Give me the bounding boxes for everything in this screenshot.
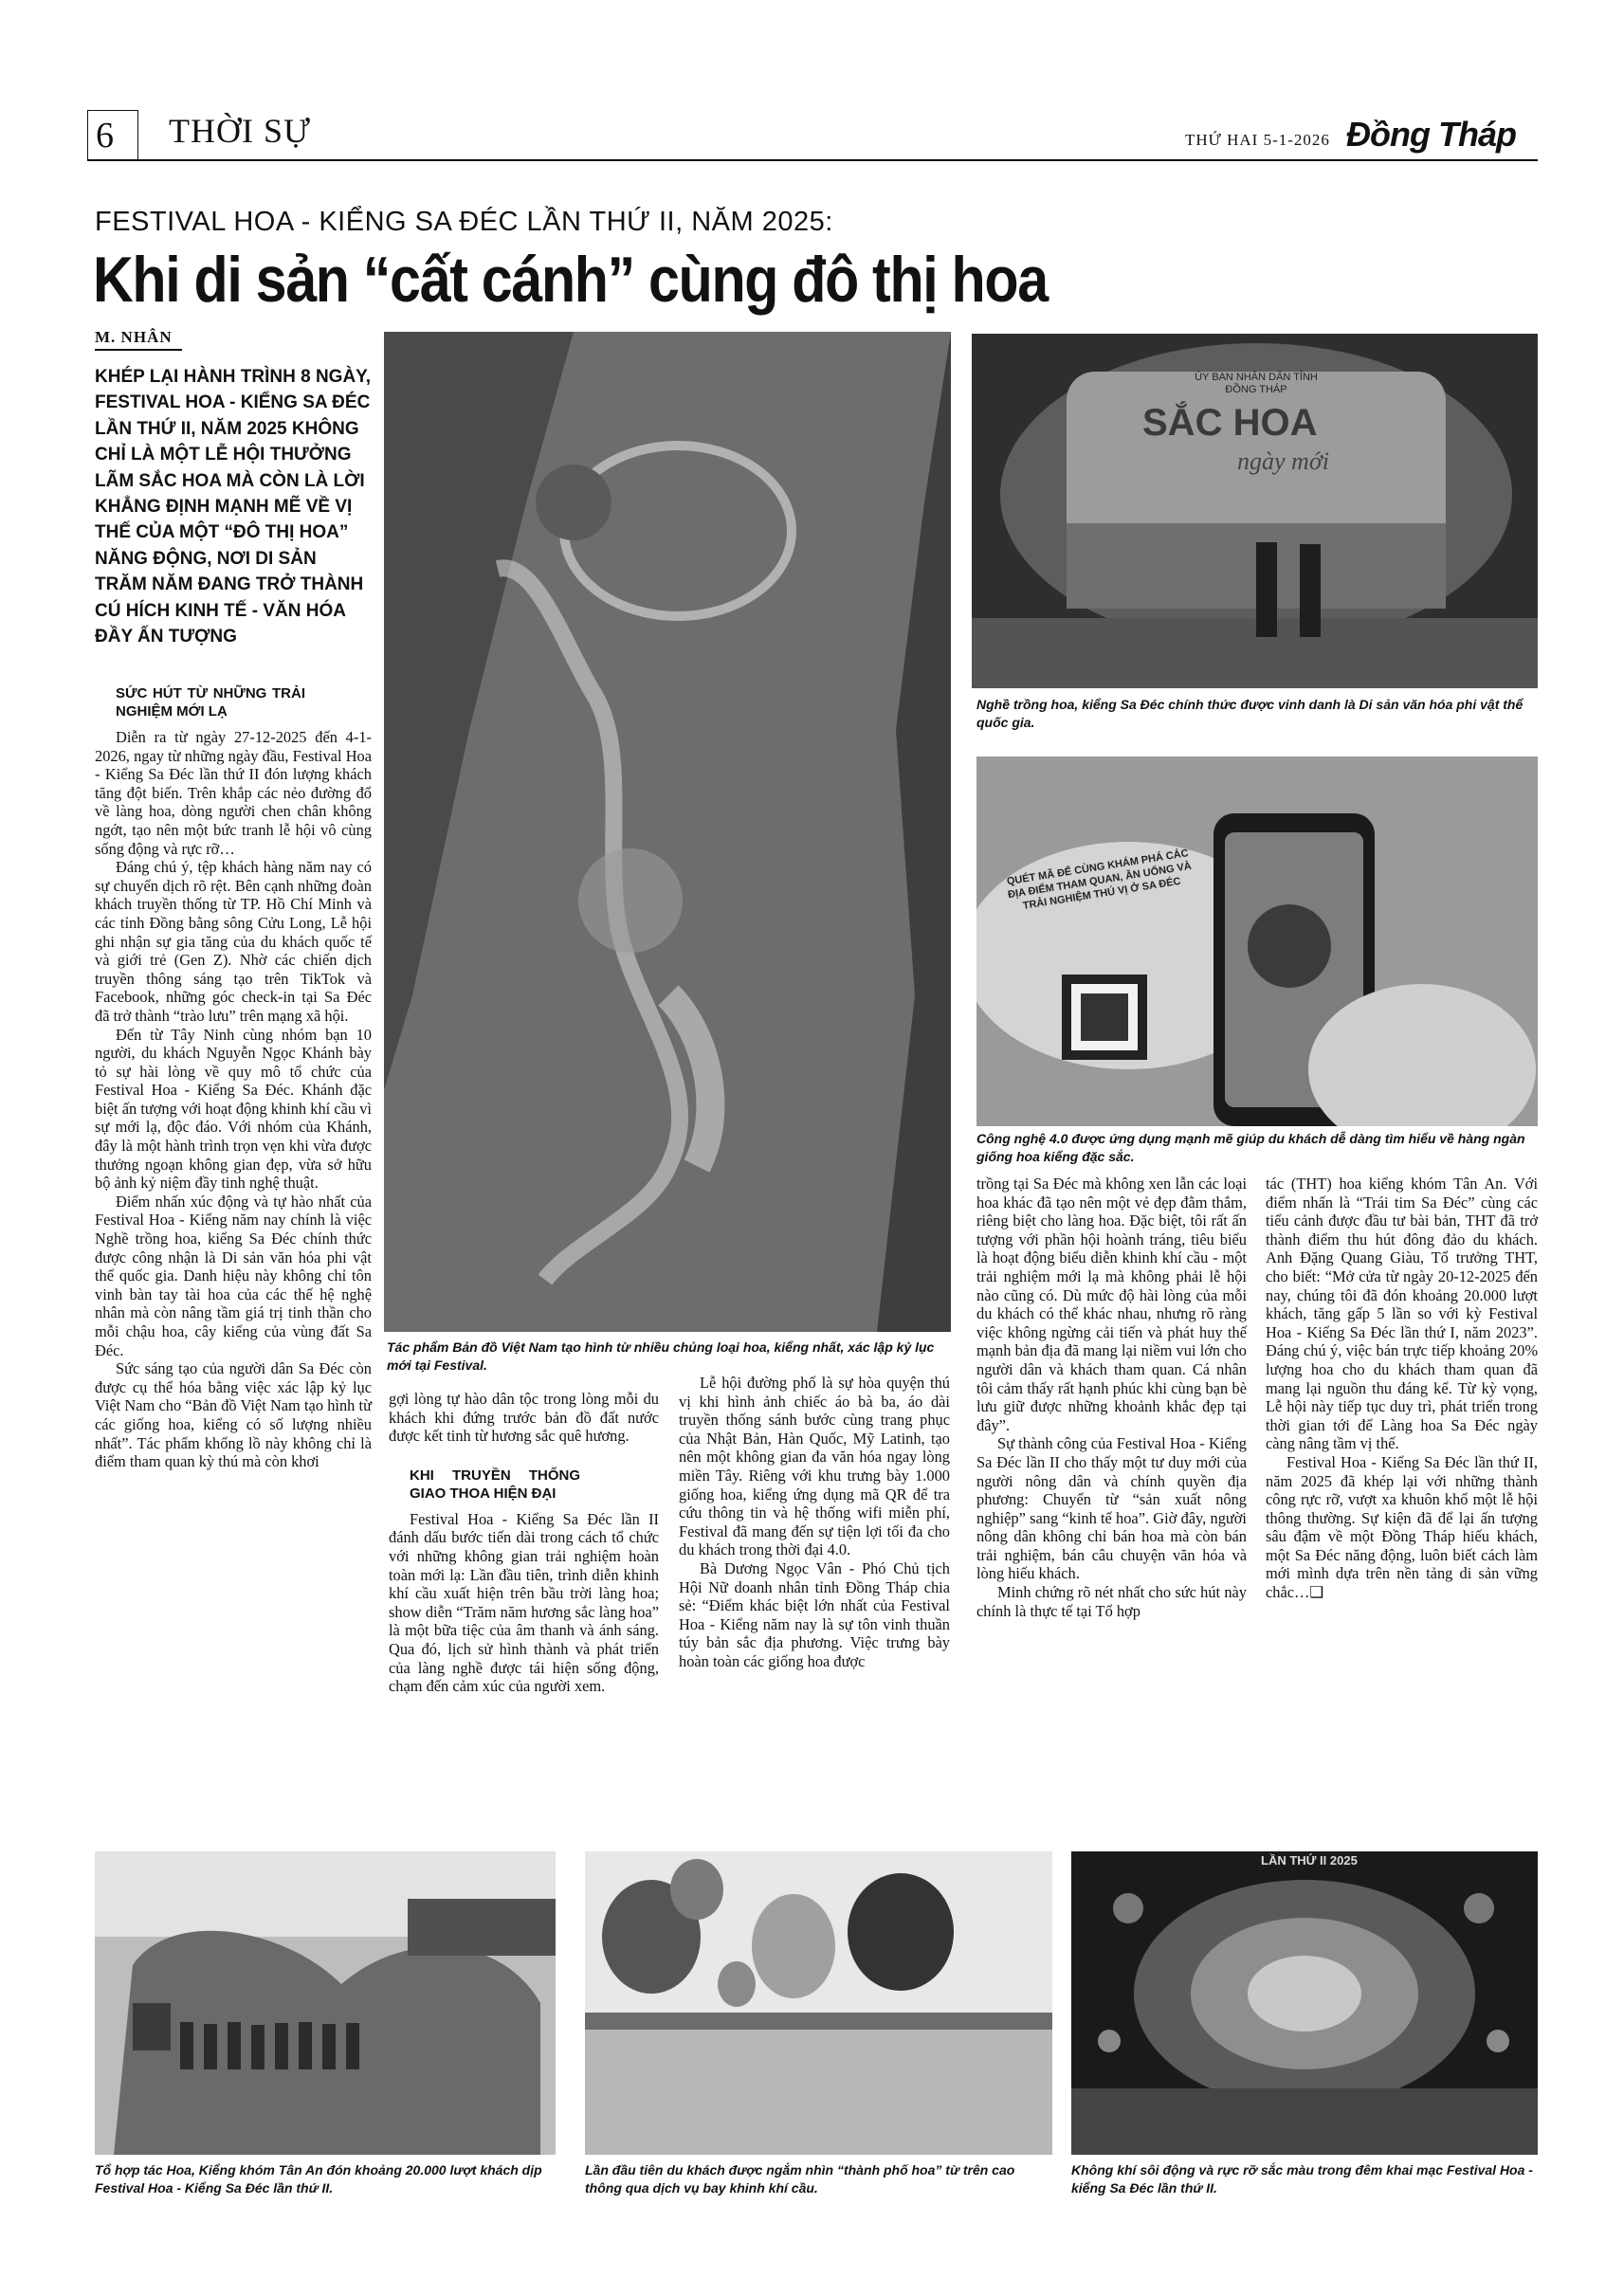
subhead-experience: SỨC HÚT TỪ NHỮNG TRẢI NGHIỆM MỚI LẠ	[116, 685, 305, 720]
column-2	[389, 1390, 659, 1696]
opening-night-illustration	[1071, 1851, 1538, 2155]
stage-subtitle: ngày mới	[1237, 447, 1329, 475]
byline: M. NHÂN	[95, 328, 173, 346]
paragraph: Festival Hoa - Kiểng Sa Đéc lần thứ II, năm 2025 đã khép lại với những thành công rực rỡ, vượt xa khuôn khổ một lễ hội thông thường. Sự kiện đã để lại ấn tượng sâu đậm về một Đồng Tháp hiếu khách, một Sa Đéc năng động, luôn biết cách làm mới mình dựa trên nền tảng di sản vững chắc…❑	[1266, 1452, 1538, 1602]
stage-heading: ỦY BAN NHÂN DÂN TỈNH ĐỒNG THÁP	[1195, 372, 1318, 395]
paragraph: Điểm nhấn xúc động và tự hào nhất của Festival Hoa - Kiểng năm nay chính là việc Nghề trồng hoa, kiểng Sa Đéc chính thức được công nhận là Di sản văn hóa phi vật thể quốc gia. Danh hiệu này không chỉ tôn vinh bàn tay tài hoa của các thế hệ nghệ nhân mà còn nâng tầm giá trị tinh thần cho mỗi chậu hoa, cây kiểng của vùng đất Sa Đéc.	[95, 1192, 372, 1359]
section-label: THỜI SỰ	[169, 112, 311, 150]
byline-rule	[95, 349, 182, 351]
article-headline: Khi di sản “cất cánh” cùng đô thị hoa	[93, 244, 1048, 316]
column-3	[679, 1374, 950, 1671]
paragraph: trồng tại Sa Đéc mà không xen lẫn các loại hoa khác đã tạo nên một vẻ đẹp đằm thắm, riêng biệt cho làng hoa. Đặc biệt, tôi rất ấn tượng với phần hội hoành tráng, tiêu biểu là hoạt động biểu diễn khinh khí cầu - một trải nghiệm mới lạ mà không phải lễ hội nào cũng có. Dù mức độ hài lòng của mỗi du khách có thể khác nhau, nhưng rõ ràng việc không ngừng cải tiến và phát huy thế mạnh bản địa đã mang lại niềm vui lớn cho người dân và khách tham quan. Cá nhân tôi cảm thấy rất hạnh phúc khi cùng bạn bè lưu giữ được những khoảnh khắc đẹp tại đây”.	[976, 1175, 1247, 1434]
balloon-photo-caption: Lần đầu tiên du khách được ngắm nhìn “thành phố hoa” từ trên cao thông qua dịch vụ bay khinh khí cầu.	[585, 2162, 1015, 2196]
qr-illustration	[976, 756, 1538, 1126]
paragraph: Bà Dương Ngọc Vân - Phó Chủ tịch Hội Nữ doanh nhân tỉnh Đồng Tháp chia sẻ: “Điểm khác biệt lớn nhất của Festival Hoa - Kiểng năm nay là sự tôn vinh thuần túy bản sắc địa phương. Việc trưng bày hoàn toàn các giống hoa được	[679, 1558, 950, 1670]
opening-photo-caption: Không khí sôi động và rực rỡ sắc màu trong đêm khai mạc Festival Hoa - kiểng Sa Đéc lần thứ II.	[1071, 2162, 1533, 2196]
article-sapo: KHÉP LẠI HÀNH TRÌNH 8 NGÀY, FESTIVAL HOA - KIỂNG SA ĐÉC LẦN THỨ II, NĂM 2025 KHÔNG CHỈ LÀ MỘT LỄ HỘI THƯỞNG LÃM SẮC HOA MÀ CÒN LÀ LỜI KHẲNG ĐỊNH MẠNH MẼ VỀ VỊ THẾ CỦA MỘT “ĐÔ THỊ HOA” NĂNG ĐỘNG, NƠI DI SẢN TRĂM NĂM ĐANG TRỞ THÀNH CÚ HÍCH KINH TẾ - VĂN HÓA ĐẦY ẤN TƯỢNG	[95, 367, 372, 647]
article-kicker: FESTIVAL HOA - KIỂNG SA ĐÉC LẦN THỨ II, NĂM 2025:	[95, 207, 833, 237]
stage-photo-caption: Nghề trồng hoa, kiểng Sa Đéc chính thức được vinh danh là Di sản văn hóa phi vật thể quốc gia.	[976, 697, 1524, 730]
opening-banner: LẦN THỨ II 2025	[1261, 1853, 1358, 1868]
paragraph: Diễn ra từ ngày 27-12-2025 đến 4-1-2026, ngay từ những ngày đầu, Festival Hoa - Kiểng Sa Đéc lần thứ II đón lượng khách tăng đột biến. Trên khắp các nẻo đường đổ về làng hoa, dòng người chen chân không ngớt, tạo nên một bức tranh lễ hội vô cùng sống động và rực rỡ…	[95, 728, 372, 858]
stage-title: SẮC HOA	[1142, 402, 1318, 444]
column-4	[976, 1175, 1247, 1620]
paragraph: Sức sáng tạo của người dân Sa Đéc còn được cụ thể hóa bằng việc xác lập kỷ lục Việt Nam cho “Bản đồ Việt Nam tạo hình từ các giống hoa, kiểng có số lượng nhiều nhất”. Tác phẩm khổng lồ này không chỉ là điểm tham quan kỳ thú mà còn khơi	[95, 1359, 372, 1471]
paragraph: Đáng chú ý, tệp khách hàng năm nay có sự chuyển dịch rõ rệt. Bên cạnh những đoàn khách truyền thống từ TP. Hồ Chí Minh và các tỉnh Đồng bằng sông Cửu Long, Lễ hội ghi nhận sự gia tăng của du khách quốc tế và giới trẻ (Gen Z). Nhờ các chiến dịch truyền thông sáng tạo trên TikTok và Facebook, những góc check-in tại Sa Đéc đã trở thành “trào lưu” trên mạng xã hội.	[95, 858, 372, 1025]
masthead-logo: Đồng Tháp	[1346, 115, 1516, 154]
flower-map-photo	[384, 332, 951, 1332]
qr-code-photo	[976, 756, 1538, 1126]
paragraph: Minh chứng rõ nét nhất cho sức hút này chính là thực tế tại Tổ hợp	[976, 1583, 1247, 1620]
paragraph: Lễ hội đường phố là sự hòa quyện thú vị khi hình ảnh chiếc áo bà ba, áo dài truyền thống sánh bước cùng trang phục của Nhật Bản, Hàn Quốc, Mỹ Latinh, tạo nên một không gian đa văn hóa ngay lòng miền Tây. Riêng với khu trưng bày 1.000 giống hoa, kiểng ứng dụng mã QR để tra cứu thông tin và hệ thống wifi miễn phí, Festival đã mang đến sự tiện lợi tối đa cho du khách trong thời đại 4.0.	[679, 1374, 950, 1559]
heart-illustration	[95, 1851, 556, 2155]
opening-night-photo	[1071, 1851, 1538, 2155]
column-1	[95, 679, 372, 1471]
map-photo-caption: Tác phẩm Bản đồ Việt Nam tạo hình từ nhiều chủng loại hoa, kiểng nhất, xác lập kỷ lục mới tại Festival.	[387, 1339, 935, 1373]
balloon-illustration	[585, 1851, 1052, 2155]
page-number: 6	[96, 116, 114, 155]
paragraph: tác (THT) hoa kiểng khóm Tân An. Với điểm nhấn là “Trái tim Sa Đéc” cùng các tiểu cảnh được đầu tư bài bản, THT đã trở thành điểm thu hút đông đảo du khách. Anh Đặng Quang Giàu, Tổ trưởng THT, cho biết: “Mở cửa từ ngày 20-12-2025 đến nay, chúng tôi đã đón khoảng 20.000 lượt khách, tăng gấp 5 lần so với kỳ Festival Hoa - Kiểng Sa Đéc lần thứ I, năm 2023”. Đáng chú ý, việc bán trực tiếp khoảng 20% lượng hoa cho du khách tham quan đã mang lại nguồn thu đáng kể. Từ kỳ vọng, Lễ hội này tiếp tục duy trì, phát triển trong thời gian tới để Làng hoa Sa Đéc ngày càng nâng tầm vị thế.	[1266, 1175, 1538, 1453]
column-5	[1266, 1175, 1538, 1602]
qr-sign-text: QUÉT MÃ ĐỂ CÙNG KHÁM PHÁ CÁC ĐỊA ĐIỂM THAM QUAN, ĂN UỐNG VÀ TRẢI NGHIỆM THÚ VỊ Ở SA ĐÉC	[1006, 847, 1193, 912]
paragraph: gợi lòng tự hào dân tộc trong lòng mỗi du khách khi đứng trước bản đồ đất nước được kết tinh từ hương sắc quê hương.	[389, 1390, 659, 1446]
header-rule	[87, 159, 1538, 161]
hot-air-balloon-photo	[585, 1851, 1052, 2155]
heritage-stage-photo	[972, 334, 1538, 688]
page-number-box	[87, 110, 138, 160]
issue-date: THỨ HAI 5-1-2026	[1185, 131, 1330, 149]
paragraph: Sự thành công của Festival Hoa - Kiểng Sa Đéc lần II cho thấy một tư duy mới của người nông dân và chính quyền địa phương: Chuyển từ “sản xuất nông nghiệp” sang “kinh tế hoa”. Giờ đây, người nông dân không chỉ bán hoa mà còn bán trải nghiệm, bán câu chuyện văn hóa và lòng hiếu khách.	[976, 1434, 1247, 1583]
qr-photo-caption: Công nghệ 4.0 được ứng dụng mạnh mẽ giúp du khách dễ dàng tìm hiểu về hàng ngàn giống hoa kiểng đặc sắc.	[976, 1131, 1525, 1164]
paragraph: Festival Hoa - Kiểng Sa Đéc lần II đánh dấu bước tiến dài trong cách tổ chức với những không gian trải nghiệm hoàn toàn mới lạ: Lần đầu tiên, trình diễn khinh khí cầu xuất hiện trên bầu trời làng hoa; show diễn “Trăm năm hương sắc làng hoa” là một bữa tiệc của âm thanh và ánh sáng. Qua đó, lịch sử hình thành và phát triển của làng nghề được tái hiện sống động, chạm đến cảm xúc của người xem.	[389, 1509, 659, 1696]
flower-map-illustration	[384, 332, 951, 1332]
heart-flower-photo	[95, 1851, 556, 2155]
subhead-tradition: KHI TRUYỀN THỐNG GIAO THOA HIỆN ĐẠI	[410, 1467, 580, 1502]
heart-photo-caption: Tổ hợp tác Hoa, Kiểng khóm Tân An đón khoảng 20.000 lượt khách dịp Festival Hoa - Kiểng Sa Đéc lần thứ II.	[95, 2162, 542, 2196]
paragraph: Đến từ Tây Ninh cùng nhóm bạn 10 người, du khách Nguyễn Ngọc Khánh bày tỏ sự hài lòng về quy mô tổ chức của Festival Hoa - Kiểng Sa Đéc. Khánh đặc biệt ấn tượng với hoạt động khinh khí cầu vì sự mới lạ, độc đáo. Với nhóm của Khánh, đây là một hành trình trọn vẹn khi vừa được thưởng ngoạn không gian đẹp, vừa sở hữu bộ ảnh kỷ niệm đầy tinh nghệ thuật.	[95, 1025, 372, 1193]
